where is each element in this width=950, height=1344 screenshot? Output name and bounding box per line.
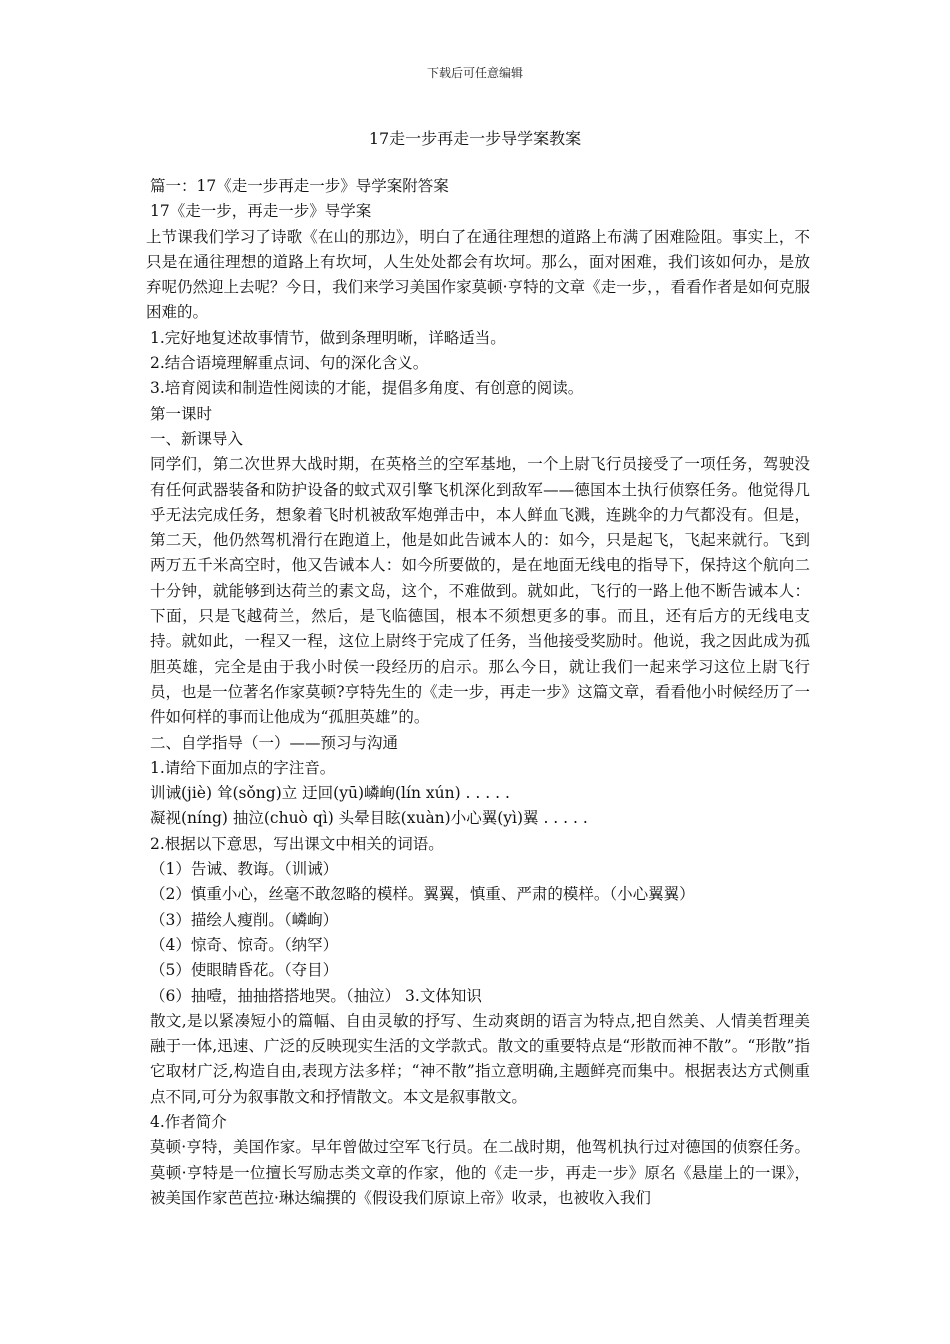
paragraph: 二、自学指导（一）——预习与沟通 <box>150 733 399 752</box>
document-title: 17走一步再走一步导学案教案 <box>368 129 582 148</box>
paragraph: 同学们，第二次世界大战时期，在英格兰的空军基地，一个上尉飞行员接受了一项任务，驾驶没有任何武器装备和防护设备的蚊式双引擎飞机深化到敌军——德国本土执行侦察任务。他觉得几乎无法完成任务，想象着飞时机被敌军炮弹击中，本人鲜血飞溅，连跳伞的力气都没有。但是，第二天，他仍然驾机滑行在跑道上，他是如此告诫本人的：如今，只是起飞，飞起来就行。飞到两万五千米高空时，他又告诫本人：如今所要做的，是在地面无线电的指导下，保持这个航向二十分钟，就能够到达荷兰的素文岛，这个，不难做到。就如此，飞行的一路上他不断告诫本人：下面，只是飞越荷兰，然后，是飞临德国，根本不须想更多的事。而且，还有后方的无线电支持。就如此，一程又一程，这位上尉终于完成了任务，当他接受奖励时。他说，我之因此成为孤胆英雄，完全是由于我小时侯一段经历的启示。那么今日，就让我们一起来学习这位上尉飞行员，也是一位著名作家莫顿?亨特先生的《走一步，再走一步》这篇文章，看看他小时候经历了一件如何样的事而让他成为“孤胆英雄”的。 <box>150 455 810 727</box>
paragraph: （1）告诫、教诲。（训诫） <box>150 860 339 879</box>
paragraph: 3.培育阅读和制造性阅读的才能，提倡多角度、有创意的阅读。 <box>150 379 584 398</box>
paragraph: 17《走一步，再走一步》导学案 <box>150 202 372 221</box>
document-body <box>146 174 810 1211</box>
paragraph: 散文,是以紧凑短小的篇幅、自由灵敏的抒写、生动爽朗的语言为特点,把自然美、人情美哲理美融于一体,迅速、广泛的反映现实生活的文学款式。散文的重要特点是“形散而神不散”。“形散”指它取材广泛,构造自由,表现方法多样；“神不散”指立意明确,主题鲜亮而集中。根据表达方式侧重点不同,可分为叙事散文和抒情散文。本文是叙事散文。 <box>150 1011 810 1106</box>
paragraph: 莫顿·亨特，美国作家。早年曾做过空军飞行员。在二战时期，他驾机执行过对德国的侦察任务。莫顿·亨特是一位擅长写励志类文章的作家，他的《走一步，再走一步》原名《悬崖上的一课》，被美国作家芭芭拉·琳达编撰的《假设我们原谅上帝》收录，也被收入我们 <box>150 1138 810 1207</box>
paragraph: 凝视(níng) 抽泣(chuò qì) 头晕目眩(xuàn)小心翼(yì)翼 . . . . . <box>150 809 588 828</box>
paragraph: 2.结合语境理解重点词、句的深化含义。 <box>150 354 429 373</box>
paragraph: 训诫(jiè) 耸(sǒng)立 迂回(yū)嶙峋(lín xún) . . . . . <box>150 784 510 803</box>
paragraph: （6）抽噎，抽抽搭搭地哭。（抽泣） 3.文体知识 <box>150 986 482 1005</box>
paragraph: 1.请给下面加点的字注音。 <box>150 758 336 777</box>
paragraph: 篇一：17《走一步再走一步》导学案附答案 <box>150 177 449 195</box>
paragraph: 1.完好地复述故事情节，做到条理明晰，详略适当。 <box>150 328 506 347</box>
page-header-note: 下载后可任意编辑 <box>426 66 523 80</box>
paragraph: 一、新课导入 <box>150 429 244 448</box>
paragraph: （2）慎重小心，丝毫不敢忽略的模样。翼翼，慎重、严肃的模样。（小心翼翼） <box>150 885 695 904</box>
paragraph: 第一课时 <box>150 404 213 423</box>
paragraph: 上节课我们学习了诗歌《在山的那边》，明白了在通往理想的道路上布满了困难险阻。事实上，不只是在通往理想的道路上有坎坷，人生处处都会有坎坷。那么，面对困难，我们该如何办，是放弃呢仍然迎上去呢？今日，我们来学习美国作家莫顿·亨特的文章《走一步，，看看作者是如何克服困难的。 <box>146 227 810 322</box>
paragraph: （4）惊奇、惊奇。（纳罕） <box>150 935 339 954</box>
paragraph: （3）描绘人瘦削。（嶙峋） <box>150 910 339 929</box>
paragraph: （5）使眼睛昏花。（夺目） <box>150 961 339 980</box>
paragraph: 2.根据以下意思，写出课文中相关的词语。 <box>150 834 444 853</box>
paragraph: 4.作者简介 <box>150 1112 227 1131</box>
